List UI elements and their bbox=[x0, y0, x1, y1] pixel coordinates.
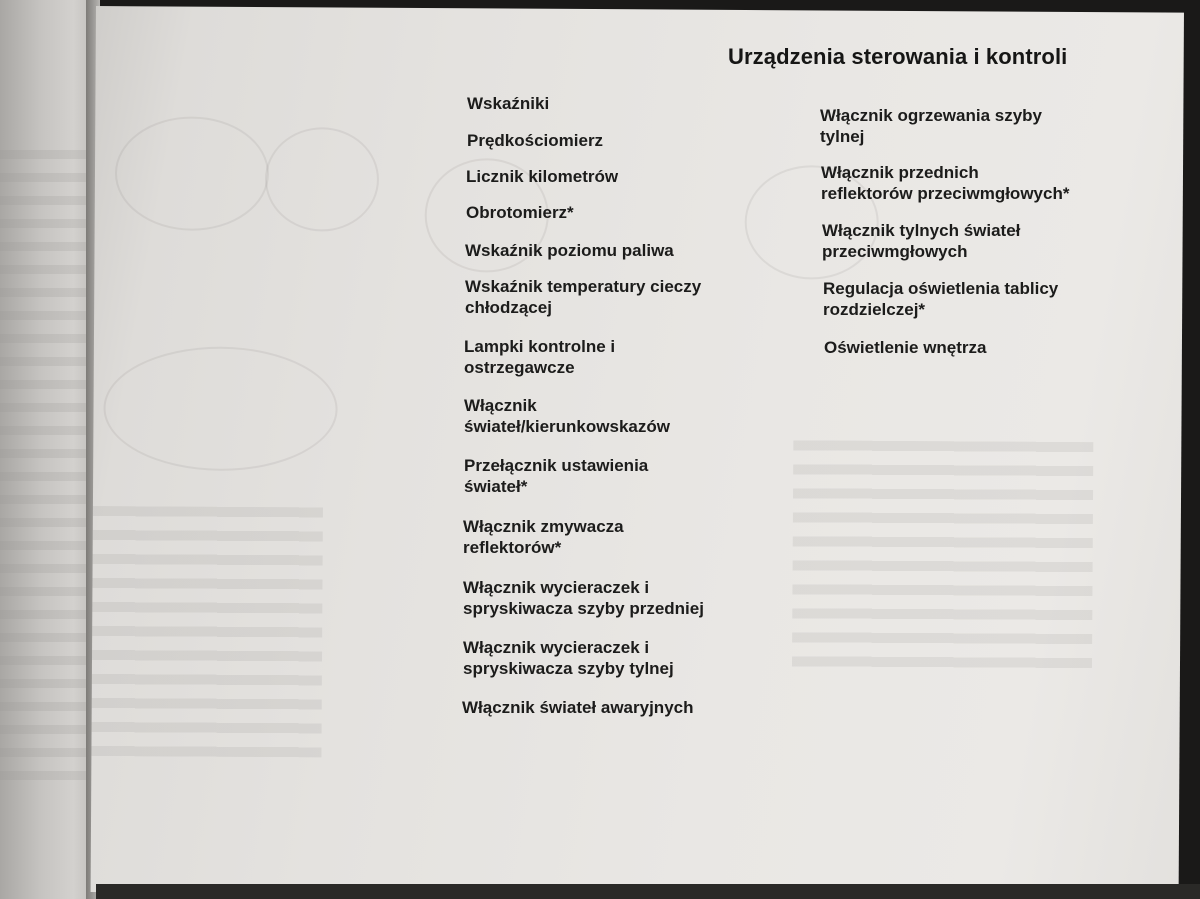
list-item: Włącznik wycieraczek i spryskiwacza szyby przedniej bbox=[463, 578, 704, 618]
list-item: Przełącznik ustawienia świateł* bbox=[464, 456, 649, 496]
list-item: Wskaźniki bbox=[467, 94, 550, 113]
left-page-bleed bbox=[0, 150, 92, 790]
bleed-gauge-right bbox=[265, 127, 380, 232]
list-item: Włącznik świateł awaryjnych bbox=[462, 698, 694, 717]
list-item: Regulacja oświetlenia tablicy rozdzielczej* bbox=[823, 279, 1059, 319]
right-item-list bbox=[820, 0, 1120, 899]
list-item: Wskaźnik temperatury cieczy chłodzącej bbox=[465, 277, 702, 317]
list-item: Włącznik ogrzewania szyby tylnej bbox=[820, 106, 1043, 146]
list-item: Włącznik wycieraczek i spryskiwacza szyby tylnej bbox=[463, 638, 674, 678]
bleed-dashboard bbox=[103, 346, 338, 471]
list-item: Lampki kontrolne i ostrzegawcze bbox=[464, 337, 616, 377]
bleed-list bbox=[91, 506, 323, 757]
list-item: Obrotomierz* bbox=[466, 203, 574, 222]
bleed-gauge-left bbox=[115, 116, 270, 231]
list-item: Oświetlenie wnętrza bbox=[824, 338, 987, 357]
list-item: Prędkościomierz bbox=[467, 131, 604, 150]
list-item: Włącznik przednich reflektorów przeciwmgłowych* bbox=[821, 163, 1070, 203]
page-heading: Urządzenia sterowania i kontroli bbox=[728, 44, 1068, 69]
list-item: Licznik kilometrów bbox=[466, 167, 619, 186]
list-item: Włącznik zmywacza reflektorów* bbox=[463, 517, 624, 557]
list-item: Włącznik tylnych świateł przeciwmgłowych bbox=[822, 221, 1021, 261]
list-item: Włącznik świateł/kierunkowskazów bbox=[464, 396, 670, 436]
left-item-list bbox=[464, 0, 764, 899]
list-item: Wskaźnik poziomu paliwa bbox=[465, 241, 674, 260]
